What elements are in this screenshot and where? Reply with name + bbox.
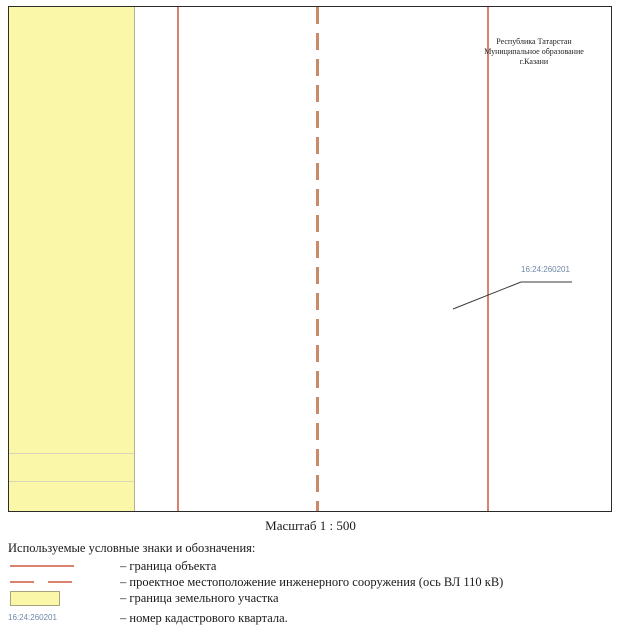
cadastral-label-symbol — [8, 610, 74, 626]
legend-title: Используемые условные знаки и обозначения: — [8, 541, 256, 555]
admin-line-3: г.Казани — [519, 57, 549, 66]
scale-label: Масштаб 1 : 500 — [265, 518, 356, 533]
dashed-line-symbol — [8, 574, 74, 590]
legend-item-power-line-axis — [8, 574, 618, 590]
legend-item-text: – проектное местоположение инженерного сооружения (ось ВЛ 110 кВ) — [120, 575, 504, 589]
cadastral-symbol-text: 16:24:260201 — [8, 613, 57, 622]
legend-item-object-boundary — [8, 558, 618, 574]
admin-line-1: Республика Татарстан — [496, 37, 572, 46]
legend-item-land-parcel — [8, 590, 618, 606]
legend-item-text: – граница земельного участка — [120, 591, 279, 605]
legend-item-cadastral-quarter — [8, 610, 618, 626]
solid-line-symbol — [8, 558, 74, 574]
parcel-fill-symbol — [8, 590, 74, 606]
legend-item-text: – граница объекта — [120, 559, 217, 573]
legend-item-text: – номер кадастрового квартала. — [120, 611, 288, 625]
cadastral-quarter-label: 16:24:260201 — [521, 265, 570, 274]
admin-line-2: Муниципальное образование — [484, 47, 584, 56]
